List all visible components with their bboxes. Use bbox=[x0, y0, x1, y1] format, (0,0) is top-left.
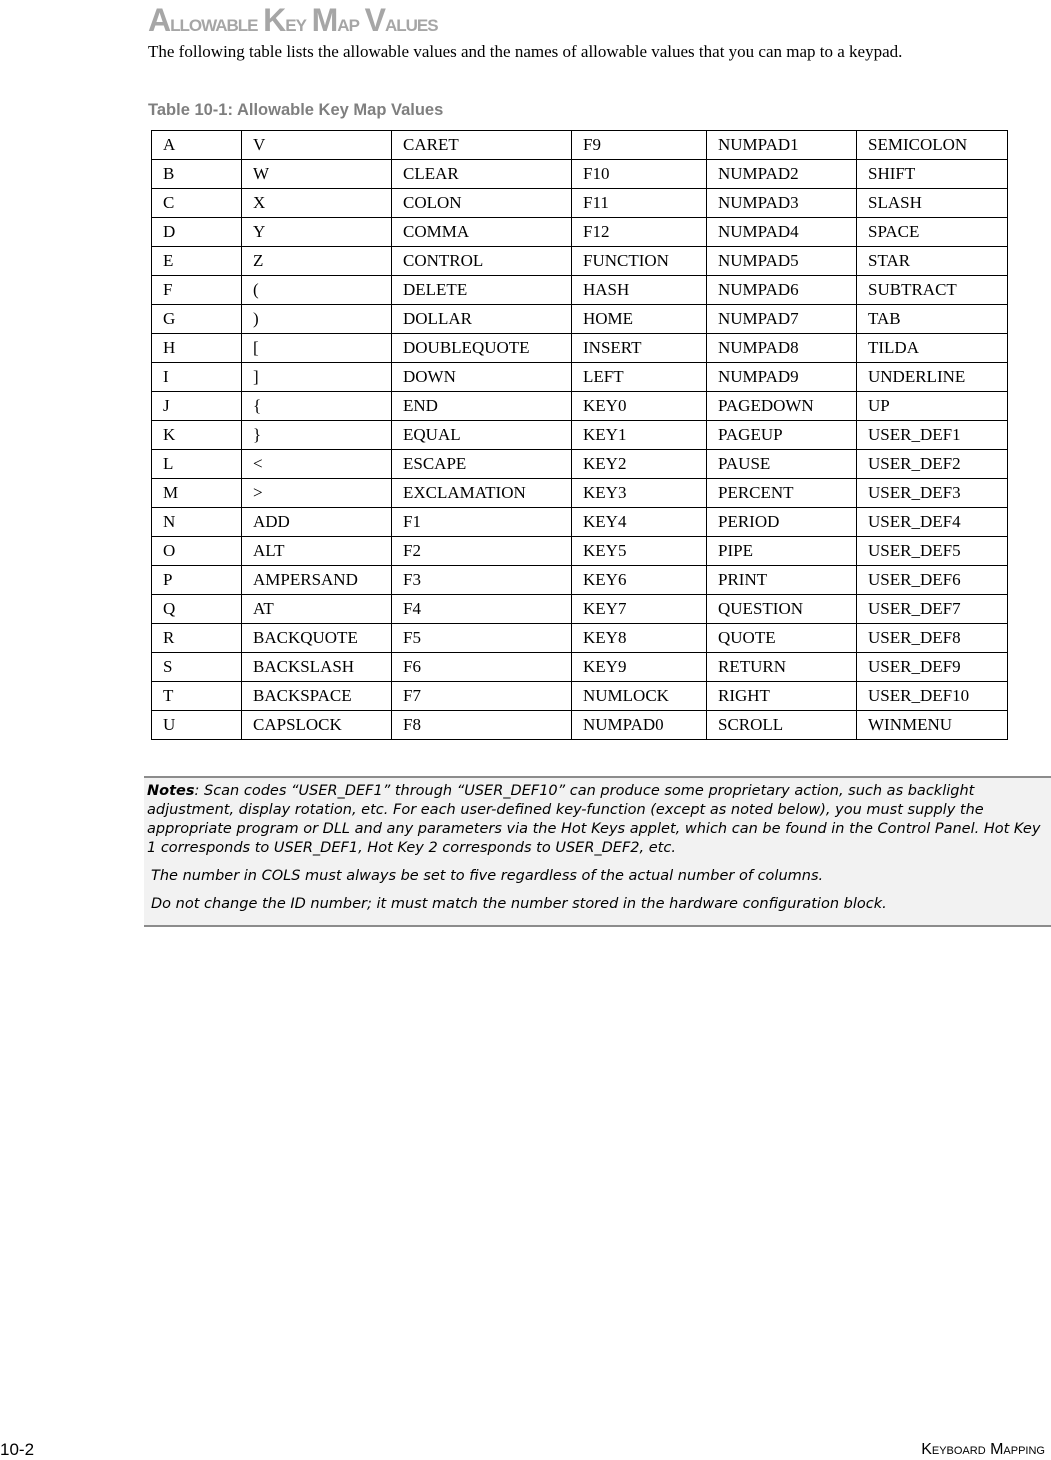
table-row bbox=[152, 276, 1008, 305]
table-cell: I bbox=[152, 363, 242, 392]
table-cell: KEY5 bbox=[572, 537, 707, 566]
table-cell: F8 bbox=[392, 711, 572, 740]
table-cell: N bbox=[152, 508, 242, 537]
notes-paragraph-3: Do not change the ID number; it must match the number stored in the hardware configuration block. bbox=[151, 896, 887, 912]
table-cell: NUMPAD9 bbox=[707, 363, 857, 392]
table-cell: UP bbox=[857, 392, 1008, 421]
table-cell: F4 bbox=[392, 595, 572, 624]
table-row bbox=[152, 711, 1008, 740]
table-cell: ) bbox=[242, 305, 392, 334]
table-cell: USER_DEF3 bbox=[857, 479, 1008, 508]
table-cell: W bbox=[242, 160, 392, 189]
table-cell: KEY3 bbox=[572, 479, 707, 508]
table-cell: DOWN bbox=[392, 363, 572, 392]
table-row bbox=[152, 624, 1008, 653]
table-cell: DOLLAR bbox=[392, 305, 572, 334]
table-cell: INSERT bbox=[572, 334, 707, 363]
table-cell: F9 bbox=[572, 131, 707, 160]
table-cell: SCROLL bbox=[707, 711, 857, 740]
table-cell: BACKSLASH bbox=[242, 653, 392, 682]
intro-paragraph: The following table lists the allowable values and the names of allowable values that you can map to a keypad. bbox=[148, 42, 903, 61]
table-cell: PIPE bbox=[707, 537, 857, 566]
table-cell: [ bbox=[242, 334, 392, 363]
table-cell: KEY1 bbox=[572, 421, 707, 450]
table-cell: Z bbox=[242, 247, 392, 276]
table-cell: WINMENU bbox=[857, 711, 1008, 740]
table-cell: SHIFT bbox=[857, 160, 1008, 189]
table-row bbox=[152, 305, 1008, 334]
table-cell: C bbox=[152, 189, 242, 218]
table-cell: F3 bbox=[392, 566, 572, 595]
table-cell: AT bbox=[242, 595, 392, 624]
table-cell: KEY8 bbox=[572, 624, 707, 653]
notes-paragraph-2: The number in COLS must always be set to five regardless of the actual number of columns. bbox=[151, 868, 824, 884]
table-cell: < bbox=[242, 450, 392, 479]
table-cell: L bbox=[152, 450, 242, 479]
table-cell: KEY0 bbox=[572, 392, 707, 421]
footer-page-number: 10-2 bbox=[0, 1440, 35, 1459]
table-cell: RIGHT bbox=[707, 682, 857, 711]
table-cell: KEY9 bbox=[572, 653, 707, 682]
table-cell: SUBTRACT bbox=[857, 276, 1008, 305]
table-cell: TAB bbox=[857, 305, 1008, 334]
table-row bbox=[152, 392, 1008, 421]
table-cell: X bbox=[242, 189, 392, 218]
table-cell: PRINT bbox=[707, 566, 857, 595]
table-cell: M bbox=[152, 479, 242, 508]
table-cell: BACKQUOTE bbox=[242, 624, 392, 653]
table-cell: A bbox=[152, 131, 242, 160]
table-cell: Q bbox=[152, 595, 242, 624]
table-cell: QUESTION bbox=[707, 595, 857, 624]
table-cell: E bbox=[152, 247, 242, 276]
table-cell: BACKSPACE bbox=[242, 682, 392, 711]
table-cell: F2 bbox=[392, 537, 572, 566]
table-cell: COLON bbox=[392, 189, 572, 218]
table-cell: ALT bbox=[242, 537, 392, 566]
table-cell: NUMPAD0 bbox=[572, 711, 707, 740]
table-cell: KEY7 bbox=[572, 595, 707, 624]
table-row bbox=[152, 682, 1008, 711]
table-cell: CARET bbox=[392, 131, 572, 160]
table-cell: SLASH bbox=[857, 189, 1008, 218]
table-cell: CAPSLOCK bbox=[242, 711, 392, 740]
table-row bbox=[152, 537, 1008, 566]
table-cell: { bbox=[242, 392, 392, 421]
table-cell: PAUSE bbox=[707, 450, 857, 479]
table-cell: STAR bbox=[857, 247, 1008, 276]
table-cell: NUMPAD8 bbox=[707, 334, 857, 363]
table-cell: RETURN bbox=[707, 653, 857, 682]
table-row bbox=[152, 131, 1008, 160]
table-cell: ADD bbox=[242, 508, 392, 537]
table-cell: K bbox=[152, 421, 242, 450]
table-cell: EQUAL bbox=[392, 421, 572, 450]
table-cell: SPACE bbox=[857, 218, 1008, 247]
table-cell: Y bbox=[242, 218, 392, 247]
table-cell: HASH bbox=[572, 276, 707, 305]
table-cell: UNDERLINE bbox=[857, 363, 1008, 392]
notes-label: Notes bbox=[147, 783, 195, 799]
table-cell: QUOTE bbox=[707, 624, 857, 653]
table-cell: USER_DEF8 bbox=[857, 624, 1008, 653]
table-row bbox=[152, 450, 1008, 479]
table-cell: V bbox=[242, 131, 392, 160]
table-row bbox=[152, 508, 1008, 537]
table-row bbox=[152, 566, 1008, 595]
table-cell: USER_DEF10 bbox=[857, 682, 1008, 711]
table-row bbox=[152, 653, 1008, 682]
table-cell: PAGEDOWN bbox=[707, 392, 857, 421]
notes-text-1: : Scan codes “USER_DEF1” through “USER_DEF10” can produce some proprietary action, such as backlight adjustment, display rotation, etc. For each user-defined key-function (except as noted below), you must supply the appropriate program or DLL and any parameters via the Hot Keys applet, which can be found in the Control Panel. Hot Key 1 corresponds to USER_DEF1, Hot Key 2 corresponds to USER_DEF2, etc. bbox=[147, 783, 1041, 856]
table-cell: F1 bbox=[392, 508, 572, 537]
table-row bbox=[152, 218, 1008, 247]
table-cell: KEY4 bbox=[572, 508, 707, 537]
table-cell: USER_DEF4 bbox=[857, 508, 1008, 537]
table-cell: AMPERSAND bbox=[242, 566, 392, 595]
table-row bbox=[152, 247, 1008, 276]
table-cell: EXCLAMATION bbox=[392, 479, 572, 508]
table-cell: USER_DEF2 bbox=[857, 450, 1008, 479]
table-cell: CLEAR bbox=[392, 160, 572, 189]
table-cell: T bbox=[152, 682, 242, 711]
table-row bbox=[152, 479, 1008, 508]
table-cell: FUNCTION bbox=[572, 247, 707, 276]
table-cell: ] bbox=[242, 363, 392, 392]
table-row bbox=[152, 421, 1008, 450]
table-cell: P bbox=[152, 566, 242, 595]
table-cell: } bbox=[242, 421, 392, 450]
table-cell: F12 bbox=[572, 218, 707, 247]
table-cell: F bbox=[152, 276, 242, 305]
table-cell: HOME bbox=[572, 305, 707, 334]
table-cell: DOUBLEQUOTE bbox=[392, 334, 572, 363]
table-cell: NUMPAD5 bbox=[707, 247, 857, 276]
table-cell: USER_DEF5 bbox=[857, 537, 1008, 566]
table-cell: G bbox=[152, 305, 242, 334]
table-cell: PAGEUP bbox=[707, 421, 857, 450]
table-cell: USER_DEF7 bbox=[857, 595, 1008, 624]
section-heading bbox=[148, 2, 438, 39]
table-cell: F7 bbox=[392, 682, 572, 711]
table-cell: R bbox=[152, 624, 242, 653]
table-cell: DELETE bbox=[392, 276, 572, 305]
table-cell: USER_DEF9 bbox=[857, 653, 1008, 682]
table-cell: ESCAPE bbox=[392, 450, 572, 479]
table-row bbox=[152, 334, 1008, 363]
table-cell: > bbox=[242, 479, 392, 508]
table-cell: NUMPAD1 bbox=[707, 131, 857, 160]
table-cell: U bbox=[152, 711, 242, 740]
table-row bbox=[152, 189, 1008, 218]
table-cell: H bbox=[152, 334, 242, 363]
key-map-table bbox=[151, 130, 1008, 740]
table-cell: B bbox=[152, 160, 242, 189]
table-cell: F5 bbox=[392, 624, 572, 653]
table-cell: ( bbox=[242, 276, 392, 305]
table-cell: NUMPAD6 bbox=[707, 276, 857, 305]
table-cell: NUMPAD2 bbox=[707, 160, 857, 189]
table-cell: NUMPAD4 bbox=[707, 218, 857, 247]
table-cell: PERIOD bbox=[707, 508, 857, 537]
section-heading-text: Allowable Key Map Values bbox=[148, 2, 438, 38]
table-row bbox=[152, 160, 1008, 189]
table-cell: KEY6 bbox=[572, 566, 707, 595]
table-cell: END bbox=[392, 392, 572, 421]
table-cell: F10 bbox=[572, 160, 707, 189]
table-cell: F11 bbox=[572, 189, 707, 218]
table-cell: NUMPAD3 bbox=[707, 189, 857, 218]
notes-paragraph-1 bbox=[147, 782, 1043, 858]
table-cell: PERCENT bbox=[707, 479, 857, 508]
table-cell: D bbox=[152, 218, 242, 247]
table-cell: LEFT bbox=[572, 363, 707, 392]
table-row bbox=[152, 595, 1008, 624]
table-cell: F6 bbox=[392, 653, 572, 682]
table-row bbox=[152, 363, 1008, 392]
table-cell: KEY2 bbox=[572, 450, 707, 479]
table-cell: TILDA bbox=[857, 334, 1008, 363]
table-cell: NUMLOCK bbox=[572, 682, 707, 711]
table-cell: J bbox=[152, 392, 242, 421]
table-cell: USER_DEF1 bbox=[857, 421, 1008, 450]
footer-chapter-title: Keyboard Mapping bbox=[921, 1441, 1045, 1458]
table-caption: Table 10-1: Allowable Key Map Values bbox=[148, 101, 444, 119]
table-cell: O bbox=[152, 537, 242, 566]
table-cell: S bbox=[152, 653, 242, 682]
table-cell: CONTROL bbox=[392, 247, 572, 276]
notes-box bbox=[144, 776, 1051, 927]
table-cell: USER_DEF6 bbox=[857, 566, 1008, 595]
table-cell: NUMPAD7 bbox=[707, 305, 857, 334]
table-cell: COMMA bbox=[392, 218, 572, 247]
table-cell: SEMICOLON bbox=[857, 131, 1008, 160]
